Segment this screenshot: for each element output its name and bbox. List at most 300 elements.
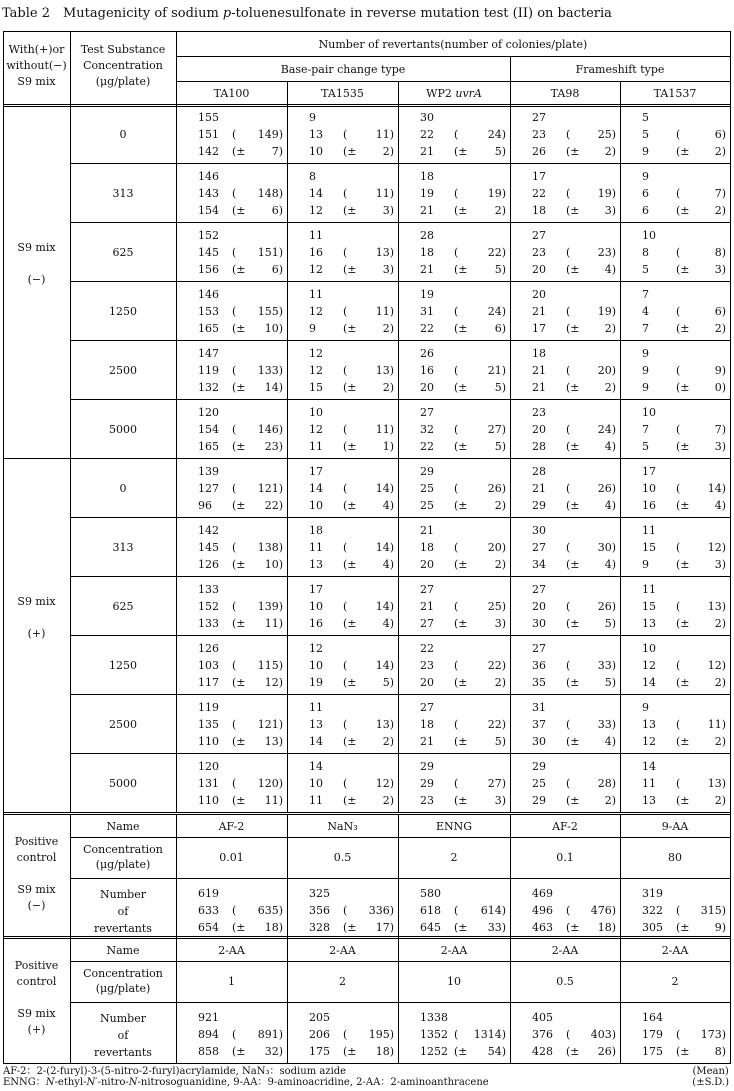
revertant-cell-sd: 10): [264, 322, 283, 335]
positive-control-concentration: 0.1: [556, 851, 574, 864]
revertant-cell-sd: 6): [271, 204, 283, 217]
revertant-cell-mean: 149): [257, 128, 283, 141]
revertant-cell-value-3: 110: [198, 794, 219, 807]
revertant-cell-sd-open: (±: [343, 794, 357, 807]
revertant-cell-sd: 7): [271, 145, 283, 158]
revertant-cell-value-2: 20: [532, 423, 546, 436]
positive-revertant-cell-value-2: 179: [642, 1028, 663, 1041]
positive-revertant-cell-mean: 476): [590, 904, 616, 917]
revertant-cell-sd: 3): [604, 204, 616, 217]
revertant-cell-mean-open: (: [343, 246, 348, 259]
revertant-cell-value-2: 151: [198, 128, 219, 141]
revertant-cell-mean-open: (: [232, 364, 237, 377]
revertant-cell-value-3: 15: [309, 381, 323, 394]
positive-control-label: S9 mix: [17, 883, 56, 896]
revertant-cell-value-1: 30: [532, 524, 546, 537]
revertant-cell-sd-open: (±: [232, 263, 246, 276]
revertant-cell-mean: 27): [487, 777, 506, 790]
revertant-cell-value-2: 143: [198, 187, 219, 200]
col-divider: [70, 939, 71, 1063]
row-divider: [70, 837, 730, 838]
revertant-cell-value-1: 17: [642, 465, 656, 478]
revertant-cell-value-1: 27: [420, 406, 434, 419]
header-strain-ta1535: TA1535: [321, 87, 364, 100]
positive-revertant-cell-value-1: 1338: [420, 1011, 448, 1024]
positive-revertant-cell-value-3: 463: [532, 921, 553, 934]
revertant-cell-mean: 19): [487, 187, 506, 200]
revertant-cell-sd-open: (±: [676, 204, 690, 217]
revertant-cell-sd-open: (±: [454, 558, 468, 571]
revertant-cell-mean-open: (: [454, 128, 459, 141]
positive-control-concentration: 0.5: [333, 851, 352, 864]
positive-control-name: AF-2: [552, 820, 578, 833]
revertant-cell-value-2: 11: [642, 777, 656, 790]
revertant-cell-mean: 20): [597, 364, 616, 377]
revertant-cell-sd-open: (±: [676, 676, 690, 689]
revertant-cell-mean: 14): [375, 659, 394, 672]
revertant-cell-sd-open: (±: [343, 676, 357, 689]
revertant-cell-mean-open: (: [232, 482, 237, 495]
revertant-cell-mean: 11): [707, 718, 726, 731]
group-s9-label: S9 mix: [17, 241, 56, 254]
revertant-cell-value-1: 8: [309, 170, 316, 183]
col-divider: [176, 31, 177, 104]
revertant-cell-value-1: 29: [420, 760, 434, 773]
revertant-cell-mean: 11): [375, 423, 394, 436]
revertant-cell-sd-open: (±: [454, 735, 468, 748]
revertant-cell-mean-open: (: [676, 718, 681, 731]
revertant-cell-mean-open: (: [676, 541, 681, 554]
row-divider: [70, 753, 730, 754]
positive-revertant-cell-mean: 635): [257, 904, 283, 917]
header-strain-ta100: TA100: [213, 87, 250, 100]
revertant-cell-value-1: 5: [642, 111, 649, 124]
revertant-cell-value-1: 11: [309, 229, 323, 242]
revertant-cell-sd-open: (±: [232, 204, 246, 217]
revertant-cell-value-3: 9: [642, 145, 649, 158]
revertant-cell-mean: 14): [375, 482, 394, 495]
revertant-cell-value-1: 19: [420, 288, 434, 301]
revertant-cell-value-3: 12: [309, 263, 323, 276]
revertant-cell-value-2: 127: [198, 482, 219, 495]
col-divider: [287, 81, 288, 104]
revertant-cell-mean: 8): [714, 246, 726, 259]
revertant-cell-sd-open: (±: [343, 617, 357, 630]
row-divider: [70, 576, 730, 577]
header-concentration-label: Test Substance: [80, 43, 166, 56]
revertant-cell-mean-open: (: [454, 777, 459, 790]
revertant-cell-sd: 2): [714, 322, 726, 335]
positive-revertant-cell-mean-open: (: [566, 904, 571, 917]
revertant-cell-mean-open: (: [566, 246, 571, 259]
revertant-cell-sd: 5): [604, 617, 616, 630]
positive-control-label: Positive: [14, 835, 59, 848]
revertant-cell-mean: 151): [257, 246, 283, 259]
col-divider: [510, 56, 511, 104]
revertant-cell-mean-open: (: [566, 482, 571, 495]
revertant-cell-sd: 2): [494, 204, 506, 217]
revertant-cell-mean-open: (: [343, 305, 348, 318]
revertant-cell-mean: 11): [375, 128, 394, 141]
positive-revertant-cell-value-1: 319: [642, 887, 663, 900]
revertant-cell-mean: 33): [597, 718, 616, 731]
header-strain-ta98: TA98: [550, 87, 580, 100]
positive-revertant-cell-value-3: 305: [642, 921, 663, 934]
legend-mean: (Mean): [692, 1066, 729, 1077]
revertant-cell-mean: 121): [257, 718, 283, 731]
revertant-cell-sd: 3): [494, 794, 506, 807]
positive-revertant-cell-sd-open: (±: [676, 921, 690, 934]
positive-control-concentration: 2: [671, 975, 679, 988]
revertant-cell-value-1: 10: [309, 406, 323, 419]
revertant-cell-mean: 22): [487, 659, 506, 672]
positive-revertant-cell-mean-open: (: [566, 1028, 571, 1041]
revertant-cell-sd: 2): [714, 617, 726, 630]
revertant-cell-value-1: 23: [532, 406, 546, 419]
positive-revertant-cell-value-3: 645: [420, 921, 441, 934]
revertant-cell-sd: 2): [714, 204, 726, 217]
revertant-cell-mean: 6): [714, 128, 726, 141]
revertant-cell-mean-open: (: [676, 423, 681, 436]
positive-revertant-cell-mean: 614): [480, 904, 506, 917]
col-divider: [287, 939, 288, 1063]
revertant-cell-sd: 6): [494, 322, 506, 335]
revertant-cell-sd: 1): [382, 440, 394, 453]
section-border: [3, 936, 730, 937]
revertant-cell-sd-open: (±: [566, 204, 580, 217]
revertant-cell-sd: 11): [264, 794, 283, 807]
revertant-cell-value-2: 25: [420, 482, 434, 495]
revertant-cell-mean-open: (: [454, 364, 459, 377]
revertant-cell-value-2: 25: [532, 777, 546, 790]
revertant-cell-sd-open: (±: [232, 381, 246, 394]
revertant-cell-value-3: 21: [532, 381, 546, 394]
positive-number-label: revertants: [94, 1046, 152, 1059]
revertant-cell-mean: 26): [597, 600, 616, 613]
revertant-cell-mean-open: (: [343, 364, 348, 377]
revertant-cell-sd-open: (±: [232, 558, 246, 571]
revertant-cell-sd-open: (±: [566, 558, 580, 571]
positive-control-label: control: [16, 975, 57, 988]
revertant-cell-sd: 4): [382, 499, 394, 512]
col-divider: [510, 104, 511, 812]
positive-revertant-cell-mean-open: (: [232, 1028, 237, 1041]
revertant-cell-mean: 12): [375, 777, 394, 790]
revertant-cell-value-3: 142: [198, 145, 219, 158]
revertant-cell-value-3: 126: [198, 558, 219, 571]
revertant-cell-value-3: 5: [642, 440, 649, 453]
revertant-cell-sd: 4): [382, 617, 394, 630]
revertant-cell-sd-open: (±: [232, 145, 246, 158]
positive-control-label: (−): [27, 899, 46, 912]
revertant-cell-value-2: 18: [420, 541, 434, 554]
revertant-cell-value-3: 26: [532, 145, 546, 158]
revertant-cell-value-2: 21: [532, 482, 546, 495]
positive-control-name: 2-AA: [218, 944, 245, 957]
revertant-cell-sd-open: (±: [676, 499, 690, 512]
revertant-cell-mean: 138): [257, 541, 283, 554]
revertant-cell-value-3: 12: [309, 204, 323, 217]
revertant-cell-mean-open: (: [566, 777, 571, 790]
revertant-cell-value-1: 10: [642, 642, 656, 655]
revertant-cell-value-3: 30: [532, 617, 546, 630]
positive-revertant-cell-value-2: 633: [198, 904, 219, 917]
revertant-cell-sd: 3): [714, 263, 726, 276]
positive-control-concentration: 2: [450, 851, 458, 864]
positive-concentration-label: (μg/plate): [95, 858, 151, 871]
revertant-cell-mean: 14): [707, 482, 726, 495]
revertant-cell-mean: 26): [597, 482, 616, 495]
positive-revertant-cell-value-3: 175: [642, 1045, 663, 1058]
positive-revertant-cell-mean: 195): [368, 1028, 394, 1041]
revertant-cell-value-3: 22: [420, 440, 434, 453]
revertant-cell-value-1: 10: [642, 406, 656, 419]
revertant-cell-sd: 2): [714, 676, 726, 689]
concentration-cell: 2500: [109, 718, 137, 731]
revertant-cell-mean-open: (: [566, 128, 571, 141]
concentration-cell: 5000: [109, 423, 137, 436]
row-divider: [70, 1002, 730, 1003]
revertant-cell-sd: 2): [382, 322, 394, 335]
table-right-border: [730, 31, 731, 1064]
revertant-cell-value-2: 12: [309, 364, 323, 377]
revertant-cell-value-2: 27: [532, 541, 546, 554]
revertant-cell-sd: 5): [494, 381, 506, 394]
revertant-cell-value-1: 120: [198, 760, 219, 773]
revertant-cell-sd-open: (±: [676, 381, 690, 394]
positive-control-concentration: 0.01: [219, 851, 244, 864]
header-base-pair-label: Base-pair change type: [280, 63, 406, 76]
row-divider: [70, 399, 730, 400]
positive-revertant-cell-value-2: 322: [642, 904, 663, 917]
revertant-cell-value-2: 153: [198, 305, 219, 318]
revertant-cell-sd-open: (±: [676, 263, 690, 276]
revertant-cell-mean: 20): [487, 541, 506, 554]
revertant-cell-value-2: 13: [309, 718, 323, 731]
revertant-cell-mean-open: (: [676, 187, 681, 200]
revertant-cell-value-2: 22: [532, 187, 546, 200]
revertant-cell-sd-open: (±: [566, 145, 580, 158]
revertant-cell-mean: 146): [257, 423, 283, 436]
revertant-cell-value-3: 21: [420, 735, 434, 748]
revertant-cell-sd-open: (±: [676, 558, 690, 571]
revertant-cell-mean-open: (: [232, 777, 237, 790]
revertant-cell-sd: 4): [604, 440, 616, 453]
revertant-cell-value-1: 26: [420, 347, 434, 360]
note-line-2: ENNG：N-ethyl-N′-nitro-N-nitrosoguanidine, 9-AA：9-aminoacridine, 2-AA：2-aminoanthracene: [3, 1077, 489, 1088]
revertant-cell-sd-open: (±: [566, 381, 580, 394]
positive-concentration-label: (μg/plate): [95, 982, 151, 995]
revertant-cell-mean: 13): [375, 246, 394, 259]
revertant-cell-value-3: 10: [309, 145, 323, 158]
revertant-cell-value-2: 145: [198, 541, 219, 554]
revertant-cell-value-1: 29: [532, 760, 546, 773]
positive-revertant-cell-sd-open: (±: [343, 921, 357, 934]
revertant-cell-value-2: 131: [198, 777, 219, 790]
revertant-cell-sd-open: (±: [343, 558, 357, 571]
revertant-cell-sd: 4): [604, 558, 616, 571]
section-border: [3, 814, 730, 815]
positive-number-label: Number: [100, 1012, 146, 1025]
row-divider: [70, 635, 730, 636]
revertant-cell-value-1: 27: [532, 642, 546, 655]
revertant-cell-mean: 11): [375, 187, 394, 200]
revertant-cell-value-1: 14: [309, 760, 323, 773]
revertant-cell-sd-open: (±: [566, 735, 580, 748]
positive-revertant-cell-value-1: 580: [420, 887, 441, 900]
legend-sd: (±S.D.): [692, 1077, 729, 1088]
revertant-cell-mean-open: (: [232, 541, 237, 554]
revertant-cell-sd: 2): [382, 381, 394, 394]
revertant-cell-value-3: 21: [420, 263, 434, 276]
positive-revertant-cell-sd: 9): [714, 921, 726, 934]
col-divider: [398, 81, 399, 104]
revertant-cell-sd: 3): [714, 440, 726, 453]
revertant-cell-mean-open: (: [566, 541, 571, 554]
positive-revertant-cell-mean-open: (: [343, 1028, 348, 1041]
revertant-cell-value-3: 21: [420, 145, 434, 158]
revertant-cell-mean: 27): [487, 423, 506, 436]
revertant-cell-value-3: 27: [420, 617, 434, 630]
revertant-cell-sd: 0): [714, 381, 726, 394]
header-revertants-label: Number of revertants(number of colonies/plate): [318, 38, 588, 51]
revertant-cell-value-2: 32: [420, 423, 434, 436]
revertant-cell-mean: 19): [597, 305, 616, 318]
revertant-cell-value-2: 145: [198, 246, 219, 259]
revertant-cell-value-2: 152: [198, 600, 219, 613]
revertant-cell-value-2: 119: [198, 364, 219, 377]
revertant-cell-mean-open: (: [454, 305, 459, 318]
header-s9-label: With(+)or: [8, 43, 65, 56]
group-s9-sign: (−): [27, 273, 46, 286]
revertant-cell-sd: 6): [271, 263, 283, 276]
revertant-cell-mean-open: (: [232, 659, 237, 672]
revertant-cell-mean-open: (: [454, 482, 459, 495]
revertant-cell-value-2: 18: [420, 246, 434, 259]
revertant-cell-value-2: 12: [309, 423, 323, 436]
revertant-cell-sd: 4): [382, 558, 394, 571]
revertant-cell-mean: 33): [597, 659, 616, 672]
revertant-cell-mean-open: (: [676, 364, 681, 377]
revertant-cell-value-1: 29: [420, 465, 434, 478]
revertant-cell-mean-open: (: [343, 423, 348, 436]
revertant-cell-mean-open: (: [454, 718, 459, 731]
revertant-cell-mean: 14): [375, 541, 394, 554]
positive-revertant-cell-mean-open: (: [676, 904, 681, 917]
revertant-cell-mean: 121): [257, 482, 283, 495]
positive-revertant-cell-value-1: 205: [309, 1011, 330, 1024]
revertant-cell-sd-open: (±: [343, 735, 357, 748]
revertant-cell-value-1: 27: [532, 229, 546, 242]
positive-number-label: of: [117, 905, 129, 918]
positive-number-label: of: [117, 1029, 129, 1042]
revertant-cell-value-1: 10: [642, 229, 656, 242]
revertant-cell-mean: 25): [487, 600, 506, 613]
revertant-cell-value-1: 22: [420, 642, 434, 655]
revertant-cell-sd-open: (±: [454, 322, 468, 335]
revertant-cell-mean-open: (: [454, 423, 459, 436]
revertant-cell-value-1: 152: [198, 229, 219, 242]
revertant-cell-value-2: 37: [532, 718, 546, 731]
revertant-cell-mean: 22): [487, 246, 506, 259]
revertant-cell-mean-open: (: [343, 482, 348, 495]
revertant-cell-mean-open: (: [676, 128, 681, 141]
revertant-cell-value-2: 10: [309, 659, 323, 672]
revertant-cell-value-3: 5: [642, 263, 649, 276]
section-border: [3, 812, 730, 813]
revertant-cell-value-1: 12: [309, 642, 323, 655]
positive-revertant-cell-mean: 403): [590, 1028, 616, 1041]
revertant-cell-value-3: 11: [309, 794, 323, 807]
revertant-cell-sd: 2): [604, 145, 616, 158]
revertant-cell-sd: 3): [382, 263, 394, 276]
concentration-cell: 313: [112, 541, 134, 554]
revertant-cell-mean-open: (: [343, 541, 348, 554]
row-divider: [70, 694, 730, 695]
revertant-cell-mean: 25): [597, 128, 616, 141]
positive-control-label: control: [16, 851, 57, 864]
revertant-cell-mean: 7): [714, 187, 726, 200]
positive-revertant-cell-value-2: 376: [532, 1028, 553, 1041]
positive-control-name: 9-AA: [661, 820, 689, 833]
revertant-cell-value-3: 17: [532, 322, 546, 335]
revertant-cell-sd: 4): [604, 499, 616, 512]
row-divider: [70, 961, 730, 962]
revertant-cell-sd: 3): [382, 204, 394, 217]
revertant-cell-sd-open: (±: [232, 794, 246, 807]
row-divider: [70, 163, 730, 164]
revertant-cell-value-2: 14: [309, 482, 323, 495]
revertant-cell-value-1: 146: [198, 170, 219, 183]
mean-sd-legend: [692, 1066, 729, 1088]
revertant-cell-mean: 139): [257, 600, 283, 613]
revertant-cell-mean-open: (: [454, 541, 459, 554]
revertant-cell-value-2: 12: [642, 659, 656, 672]
revertant-cell-value-1: 28: [532, 465, 546, 478]
revertant-cell-sd-open: (±: [232, 440, 246, 453]
revertant-cell-mean: 23): [597, 246, 616, 259]
revertant-cell-mean: 6): [714, 305, 726, 318]
revertant-cell-sd-open: (±: [566, 322, 580, 335]
positive-control-concentration: 2: [339, 975, 346, 988]
positive-revertant-cell-sd: 33): [487, 921, 506, 934]
concentration-cell: 625: [112, 600, 134, 613]
revertant-cell-mean: 11): [375, 305, 394, 318]
revertant-cell-value-3: 30: [532, 735, 546, 748]
revertant-cell-value-2: 15: [642, 600, 656, 613]
revertant-cell-sd-open: (±: [454, 263, 468, 276]
revertant-cell-mean-open: (: [676, 659, 681, 672]
revertant-cell-sd-open: (±: [566, 617, 580, 630]
header-strain-ta1537: TA1537: [653, 87, 697, 100]
revertant-cell-mean-open: (: [454, 246, 459, 259]
revertant-cell-value-1: 27: [532, 583, 546, 596]
positive-control-name: ENNG: [435, 820, 473, 833]
col-divider: [70, 104, 71, 812]
revertant-cell-sd-open: (±: [454, 204, 468, 217]
revertant-cell-value-2: 10: [642, 482, 656, 495]
positive-revertant-cell-sd-open: (±: [676, 1045, 690, 1058]
positive-revertant-cell-mean-open: (: [454, 904, 459, 917]
revertant-cell-sd-open: (±: [454, 499, 468, 512]
col-divider: [176, 104, 177, 812]
revertant-cell-mean: 13): [707, 600, 726, 613]
row-divider: [70, 878, 730, 879]
group-s9-label: S9 mix: [17, 595, 56, 608]
revertant-cell-value-1: 9: [642, 347, 649, 360]
positive-revertant-cell-sd: 26): [597, 1045, 616, 1058]
revertant-cell-sd-open: (±: [454, 617, 468, 630]
